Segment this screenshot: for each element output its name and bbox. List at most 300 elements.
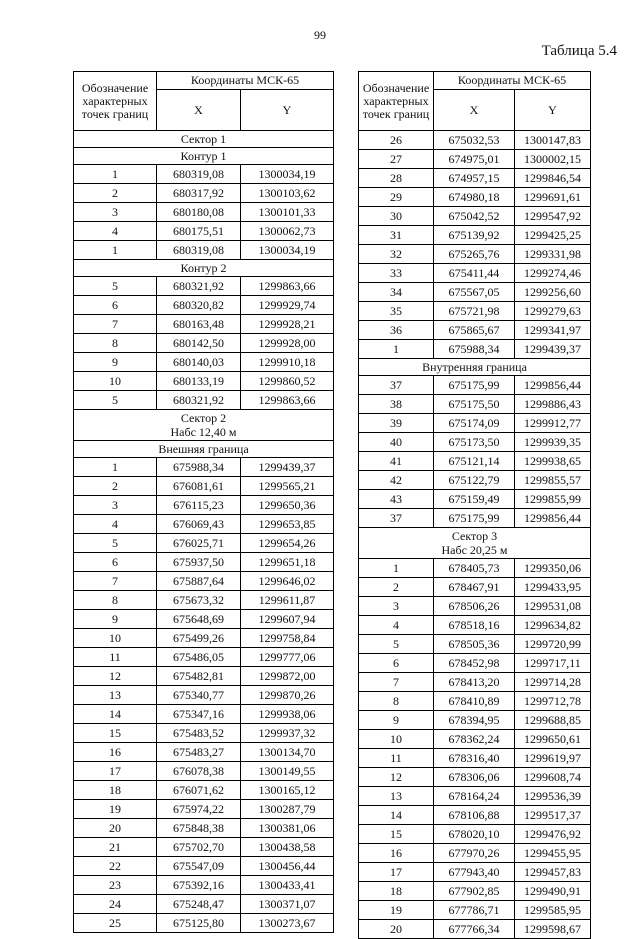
x-header: X (157, 90, 241, 131)
point-number-cell: 38 (359, 395, 434, 414)
x-coordinate-cell: 680321,92 (157, 277, 241, 296)
point-number-cell: 4 (74, 222, 157, 241)
page-number: 99 (314, 28, 326, 42)
x-coordinate-cell: 677970,26 (434, 844, 515, 863)
y-coordinate-cell: 1300002,15 (515, 150, 591, 169)
table-row (74, 819, 334, 838)
x-coordinate-cell: 680133,19 (157, 372, 241, 391)
point-number-cell: 42 (359, 471, 434, 490)
x-coordinate-cell: 676025,71 (157, 534, 241, 553)
y-coordinate-cell: 1299279,63 (515, 302, 591, 321)
section-subtitle: Набс 20,25 м (441, 543, 508, 557)
y-coordinate-cell: 1300273,67 (241, 914, 334, 933)
point-number-cell: 16 (359, 844, 434, 863)
x-coordinate-cell: 680140,03 (157, 353, 241, 372)
y-coordinate-cell: 1299274,46 (515, 264, 591, 283)
section-label (74, 148, 334, 165)
x-coordinate-cell: 675159,49 (434, 490, 515, 509)
table-row (359, 245, 591, 264)
y-coordinate-cell: 1299331,98 (515, 245, 591, 264)
y-coordinate-cell: 1300101,33 (241, 203, 334, 222)
y-coordinate-cell: 1299929,74 (241, 296, 334, 315)
table-row (359, 673, 591, 692)
y-coordinate-cell: 1299863,66 (241, 277, 334, 296)
point-number-cell: 34 (359, 283, 434, 302)
y-coordinate-cell: 1300147,83 (515, 131, 591, 150)
x-coordinate-cell: 675483,27 (157, 743, 241, 762)
table-row (74, 686, 334, 705)
y-coordinate-cell: 1299256,60 (515, 283, 591, 302)
x-coordinate-cell: 675265,76 (434, 245, 515, 264)
x-coordinate-cell: 675974,22 (157, 800, 241, 819)
table-row (74, 629, 334, 648)
table-row (74, 743, 334, 762)
y-coordinate-cell: 1299517,37 (515, 806, 591, 825)
x-coordinate-cell: 678405,73 (434, 559, 515, 578)
x-coordinate-cell: 678506,26 (434, 597, 515, 616)
table-row (359, 452, 591, 471)
x-coordinate-cell: 680317,92 (157, 184, 241, 203)
x-coordinate-cell: 675411,44 (434, 264, 515, 283)
x-coordinate-cell: 677766,34 (434, 920, 515, 939)
x-coordinate-cell: 676078,38 (157, 762, 241, 781)
point-number-cell: 24 (74, 895, 157, 914)
y-coordinate-cell: 1299585,95 (515, 901, 591, 920)
point-number-cell: 8 (74, 591, 157, 610)
table-row (74, 477, 334, 496)
y-coordinate-cell: 1299608,74 (515, 768, 591, 787)
x-coordinate-cell: 677943,40 (434, 863, 515, 882)
point-number-cell: 14 (359, 806, 434, 825)
y-coordinate-cell: 1299846,54 (515, 169, 591, 188)
y-coordinate-cell: 1299536,39 (515, 787, 591, 806)
x-coordinate-cell: 676081,61 (157, 477, 241, 496)
section-label (74, 131, 334, 148)
table-row (74, 648, 334, 667)
section-row (359, 528, 591, 559)
y-coordinate-cell: 1300062,73 (241, 222, 334, 241)
y-coordinate-cell: 1299650,36 (241, 496, 334, 515)
section-row (359, 359, 591, 376)
point-number-cell: 4 (74, 515, 157, 534)
y-coordinate-cell: 1299937,32 (241, 724, 334, 743)
y-coordinate-cell: 1299634,82 (515, 616, 591, 635)
section-row (74, 441, 334, 458)
table-row (74, 296, 334, 315)
point-number-cell: 8 (74, 334, 157, 353)
x-coordinate-cell: 675347,16 (157, 705, 241, 724)
point-number-cell: 4 (359, 616, 434, 635)
x-coordinate-cell: 675482,81 (157, 667, 241, 686)
point-number-cell: 43 (359, 490, 434, 509)
y-coordinate-cell: 1299611,87 (241, 591, 334, 610)
point-number-cell: 15 (359, 825, 434, 844)
x-coordinate-cell: 675032,53 (434, 131, 515, 150)
point-number-cell: 14 (74, 705, 157, 724)
y-coordinate-cell: 1299476,92 (515, 825, 591, 844)
point-number-cell: 1 (359, 559, 434, 578)
table-row (359, 471, 591, 490)
x-coordinate-cell: 675567,05 (434, 283, 515, 302)
y-header: Y (515, 90, 591, 131)
section-row (74, 260, 334, 277)
y-coordinate-cell: 1299777,06 (241, 648, 334, 667)
y-coordinate-cell: 1300103,62 (241, 184, 334, 203)
table-row (359, 131, 591, 150)
x-coordinate-cell: 675988,34 (434, 340, 515, 359)
x-coordinate-cell: 677786,71 (434, 901, 515, 920)
x-coordinate-cell: 675042,52 (434, 207, 515, 226)
table-row (359, 597, 591, 616)
x-coordinate-cell: 678316,40 (434, 749, 515, 768)
section-label (74, 410, 334, 441)
x-coordinate-cell: 676115,23 (157, 496, 241, 515)
table-row (74, 800, 334, 819)
table-row (359, 787, 591, 806)
table-row (74, 372, 334, 391)
y-coordinate-cell: 1300149,55 (241, 762, 334, 781)
y-coordinate-cell: 1299653,85 (241, 515, 334, 534)
y-coordinate-cell: 1299928,00 (241, 334, 334, 353)
point-number-cell: 6 (74, 296, 157, 315)
x-coordinate-cell: 678467,91 (434, 578, 515, 597)
coordinates-table-left (73, 71, 334, 933)
y-coordinate-cell: 1299457,83 (515, 863, 591, 882)
x-coordinate-cell: 678410,89 (434, 692, 515, 711)
y-coordinate-cell: 1300165,12 (241, 781, 334, 800)
table-row (74, 241, 334, 260)
section-title: Контур 2 (180, 261, 227, 275)
x-coordinate-cell: 678394,95 (434, 711, 515, 730)
point-number-cell: 11 (74, 648, 157, 667)
point-number-cell: 33 (359, 264, 434, 283)
y-coordinate-cell: 1299455,95 (515, 844, 591, 863)
table-row (359, 340, 591, 359)
point-number-cell: 30 (359, 207, 434, 226)
x-coordinate-cell: 680319,08 (157, 165, 241, 184)
point-number-cell: 35 (359, 302, 434, 321)
point-number-cell: 37 (359, 509, 434, 528)
point-number-cell: 27 (359, 150, 434, 169)
x-coordinate-cell: 675122,79 (434, 471, 515, 490)
point-number-cell: 22 (74, 857, 157, 876)
point-number-cell: 16 (74, 743, 157, 762)
x-coordinate-cell: 675702,70 (157, 838, 241, 857)
table-row (74, 705, 334, 724)
table-row (359, 283, 591, 302)
table-row (359, 490, 591, 509)
table-row (74, 838, 334, 857)
table-row (74, 165, 334, 184)
point-number-cell: 10 (74, 372, 157, 391)
x-coordinate-cell: 675887,64 (157, 572, 241, 591)
table-row (359, 635, 591, 654)
table-row (359, 207, 591, 226)
y-coordinate-cell: 1299650,61 (515, 730, 591, 749)
y-coordinate-cell: 1299654,26 (241, 534, 334, 553)
y-coordinate-cell: 1299872,00 (241, 667, 334, 686)
y-coordinate-cell: 1299855,99 (515, 490, 591, 509)
x-coordinate-cell: 675848,38 (157, 819, 241, 838)
y-coordinate-cell: 1300371,07 (241, 895, 334, 914)
x-coordinate-cell: 675340,77 (157, 686, 241, 705)
table-row (359, 749, 591, 768)
point-number-cell: 7 (74, 315, 157, 334)
y-coordinate-cell: 1299720,99 (515, 635, 591, 654)
table-row (359, 509, 591, 528)
y-coordinate-cell: 1299939,35 (515, 433, 591, 452)
table-row (359, 150, 591, 169)
x-coordinate-cell: 678505,36 (434, 635, 515, 654)
table-row (74, 724, 334, 743)
table-row (74, 591, 334, 610)
designation-header: Обозначение характерных точек границ (359, 72, 434, 131)
point-number-cell: 6 (359, 654, 434, 673)
table-row (74, 667, 334, 686)
x-coordinate-cell: 678362,24 (434, 730, 515, 749)
point-number-cell: 5 (74, 277, 157, 296)
x-coordinate-cell: 678164,24 (434, 787, 515, 806)
section-label (359, 359, 591, 376)
point-number-cell: 7 (359, 673, 434, 692)
point-number-cell: 6 (74, 553, 157, 572)
section-title: Внутренняя граница (422, 360, 527, 374)
section-label (359, 528, 591, 559)
point-number-cell: 26 (359, 131, 434, 150)
coordinates-header: Координаты МСК-65 (157, 72, 334, 90)
table-row (359, 711, 591, 730)
y-coordinate-cell: 1299598,67 (515, 920, 591, 939)
point-number-cell: 17 (74, 762, 157, 781)
point-number-cell: 20 (359, 920, 434, 939)
x-coordinate-cell: 675173,50 (434, 433, 515, 452)
section-label (74, 441, 334, 458)
section-title: Сектор 1 (180, 132, 227, 146)
y-coordinate-cell: 1300433,41 (241, 876, 334, 895)
x-coordinate-cell: 675486,05 (157, 648, 241, 667)
point-number-cell: 5 (74, 391, 157, 410)
table-row (359, 844, 591, 863)
point-number-cell: 1 (74, 241, 157, 260)
x-coordinate-cell: 675547,09 (157, 857, 241, 876)
x-coordinate-cell: 675121,14 (434, 452, 515, 471)
point-number-cell: 13 (359, 787, 434, 806)
x-coordinate-cell: 675937,50 (157, 553, 241, 572)
table-row (359, 376, 591, 395)
section-subtitle: Набс 12,40 м (170, 425, 237, 439)
table-row (74, 762, 334, 781)
point-number-cell: 40 (359, 433, 434, 452)
point-number-cell: 2 (359, 578, 434, 597)
point-number-cell: 18 (359, 882, 434, 901)
table-row (359, 920, 591, 939)
y-coordinate-cell: 1299439,37 (241, 458, 334, 477)
y-coordinate-cell: 1300034,19 (241, 165, 334, 184)
table-row (74, 515, 334, 534)
table-row (359, 188, 591, 207)
x-coordinate-cell: 675499,26 (157, 629, 241, 648)
x-coordinate-cell: 675721,98 (434, 302, 515, 321)
coordinates-header: Координаты МСК-65 (434, 72, 591, 90)
table-row (74, 315, 334, 334)
table-row (74, 857, 334, 876)
y-coordinate-cell: 1299758,84 (241, 629, 334, 648)
point-number-cell: 1 (74, 458, 157, 477)
table-row (359, 806, 591, 825)
y-coordinate-cell: 1299870,26 (241, 686, 334, 705)
x-coordinate-cell: 675648,69 (157, 610, 241, 629)
point-number-cell: 3 (74, 203, 157, 222)
section-title: Сектор 3 (451, 529, 498, 543)
designation-header: Обозначение характерных точек границ (74, 72, 157, 131)
x-coordinate-cell: 678518,16 (434, 616, 515, 635)
point-number-cell: 1 (74, 165, 157, 184)
y-coordinate-cell: 1299547,92 (515, 207, 591, 226)
x-coordinate-cell: 675865,67 (434, 321, 515, 340)
point-number-cell: 17 (359, 863, 434, 882)
table-row (359, 616, 591, 635)
x-coordinate-cell: 675125,80 (157, 914, 241, 933)
table-row (74, 334, 334, 353)
point-number-cell: 10 (74, 629, 157, 648)
point-number-cell: 39 (359, 414, 434, 433)
point-number-cell: 2 (74, 184, 157, 203)
x-coordinate-cell: 680321,92 (157, 391, 241, 410)
point-number-cell: 36 (359, 321, 434, 340)
x-coordinate-cell: 680142,50 (157, 334, 241, 353)
table-row (74, 458, 334, 477)
y-coordinate-cell: 1299688,85 (515, 711, 591, 730)
point-number-cell: 19 (74, 800, 157, 819)
y-coordinate-cell: 1299855,57 (515, 471, 591, 490)
table-row (359, 169, 591, 188)
table-row (359, 901, 591, 920)
y-coordinate-cell: 1299531,08 (515, 597, 591, 616)
x-coordinate-cell: 674975,01 (434, 150, 515, 169)
table-row (74, 184, 334, 203)
point-number-cell: 32 (359, 245, 434, 264)
point-number-cell: 5 (359, 635, 434, 654)
y-coordinate-cell: 1299341,97 (515, 321, 591, 340)
x-coordinate-cell: 680163,48 (157, 315, 241, 334)
point-number-cell: 5 (74, 534, 157, 553)
table-row (359, 414, 591, 433)
table-row (359, 654, 591, 673)
point-number-cell: 21 (74, 838, 157, 857)
y-coordinate-cell: 1299490,91 (515, 882, 591, 901)
x-coordinate-cell: 675139,92 (434, 226, 515, 245)
table-row (74, 353, 334, 372)
coordinates-table-right (358, 71, 591, 939)
point-number-cell: 15 (74, 724, 157, 743)
y-coordinate-cell: 1299691,61 (515, 188, 591, 207)
section-row (74, 148, 334, 165)
table-row (359, 692, 591, 711)
point-number-cell: 12 (74, 667, 157, 686)
x-coordinate-cell: 680175,51 (157, 222, 241, 241)
point-number-cell: 37 (359, 376, 434, 395)
y-coordinate-cell: 1299619,97 (515, 749, 591, 768)
point-number-cell: 10 (359, 730, 434, 749)
table-row (74, 914, 334, 933)
table-title: Таблица 5.4 (541, 43, 617, 59)
y-coordinate-cell: 1299651,18 (241, 553, 334, 572)
y-coordinate-cell: 1299910,18 (241, 353, 334, 372)
y-coordinate-cell: 1300034,19 (241, 241, 334, 260)
table-row (359, 863, 591, 882)
table-row (359, 395, 591, 414)
y-coordinate-cell: 1300381,06 (241, 819, 334, 838)
point-number-cell: 7 (74, 572, 157, 591)
x-coordinate-cell: 678452,98 (434, 654, 515, 673)
table-row (359, 730, 591, 749)
x-coordinate-cell: 674957,15 (434, 169, 515, 188)
y-coordinate-cell: 1299425,25 (515, 226, 591, 245)
section-label (74, 260, 334, 277)
y-header: Y (241, 90, 334, 131)
table-row (74, 876, 334, 895)
x-coordinate-cell: 675248,47 (157, 895, 241, 914)
y-coordinate-cell: 1299856,44 (515, 376, 591, 395)
point-number-cell: 19 (359, 901, 434, 920)
point-number-cell: 20 (74, 819, 157, 838)
y-coordinate-cell: 1300287,79 (241, 800, 334, 819)
table-row (359, 578, 591, 597)
point-number-cell: 28 (359, 169, 434, 188)
table-row (359, 321, 591, 340)
x-coordinate-cell: 677902,85 (434, 882, 515, 901)
x-coordinate-cell: 678306,06 (434, 768, 515, 787)
y-coordinate-cell: 1299433,95 (515, 578, 591, 597)
table-row (74, 895, 334, 914)
y-coordinate-cell: 1299712,78 (515, 692, 591, 711)
y-coordinate-cell: 1299912,77 (515, 414, 591, 433)
table-row (74, 534, 334, 553)
x-coordinate-cell: 675673,32 (157, 591, 241, 610)
y-coordinate-cell: 1299607,94 (241, 610, 334, 629)
section-row (74, 410, 334, 441)
point-number-cell: 9 (74, 353, 157, 372)
table-row (74, 277, 334, 296)
table-row (359, 264, 591, 283)
x-coordinate-cell: 678413,20 (434, 673, 515, 692)
y-coordinate-cell: 1299717,11 (515, 654, 591, 673)
point-number-cell: 3 (74, 496, 157, 515)
point-number-cell: 2 (74, 477, 157, 496)
table-row (74, 572, 334, 591)
table-row (359, 768, 591, 787)
table-row (359, 559, 591, 578)
x-coordinate-cell: 675175,99 (434, 509, 515, 528)
y-coordinate-cell: 1299350,06 (515, 559, 591, 578)
x-coordinate-cell: 678020,10 (434, 825, 515, 844)
point-number-cell: 31 (359, 226, 434, 245)
x-coordinate-cell: 676071,62 (157, 781, 241, 800)
x-coordinate-cell: 676069,43 (157, 515, 241, 534)
point-number-cell: 1 (359, 340, 434, 359)
point-number-cell: 41 (359, 452, 434, 471)
x-coordinate-cell: 680180,08 (157, 203, 241, 222)
point-number-cell: 8 (359, 692, 434, 711)
x-coordinate-cell: 675175,50 (434, 395, 515, 414)
y-coordinate-cell: 1299938,65 (515, 452, 591, 471)
y-coordinate-cell: 1300134,70 (241, 743, 334, 762)
x-header: X (434, 90, 515, 131)
section-row (74, 131, 334, 148)
y-coordinate-cell: 1299886,43 (515, 395, 591, 414)
point-number-cell: 9 (359, 711, 434, 730)
y-coordinate-cell: 1299439,37 (515, 340, 591, 359)
